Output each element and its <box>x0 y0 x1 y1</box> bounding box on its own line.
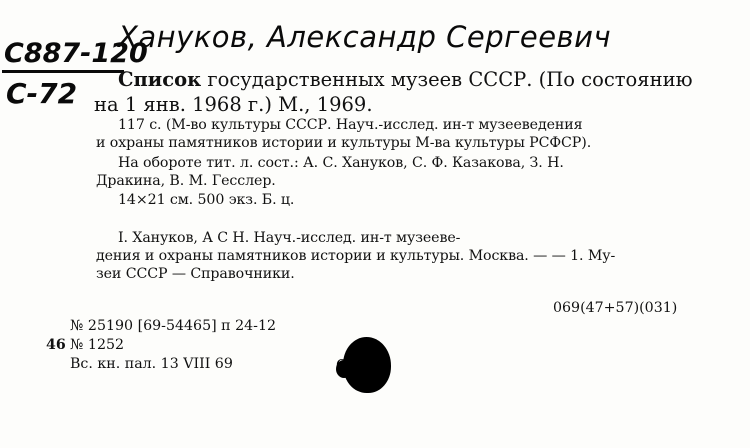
shelf-mark-2: С-72 <box>6 77 78 110</box>
title-line-1 <box>118 68 693 91</box>
handwritten-author-heading: Хануков, Александр Сергеевич <box>118 20 612 54</box>
registry-line-2: № 1252 <box>70 337 125 353</box>
registry-line-1: № 25190 [69-54465] п 24-12 <box>70 318 277 334</box>
registry-line-3: Вс. кн. пал. 13 VIII 69 <box>70 356 233 372</box>
shelf-mark-1: С887-120 <box>4 38 148 69</box>
description-line: и охраны памятников истории и культуры М-ва культуры РСФСР). <box>96 135 592 151</box>
ink-blot-edge <box>336 360 352 378</box>
shelf-mark-underline <box>2 70 124 73</box>
subject-line: дения и охраны памятников истории и культуры. Москва. — — 1. Му- <box>96 248 616 264</box>
description-line: 117 с. (М-во культуры СССР. Науч.-исслед. ин-т музееведения <box>118 117 583 133</box>
card-page-number: 46 <box>46 337 66 353</box>
subject-line: I. Хануков, А С Н. Науч.-исслед. ин-т музееве- <box>118 230 461 246</box>
subject-line: зеи СССР — Справочники. <box>96 266 295 282</box>
description-line: На обороте тит. л. сост.: А. С. Хануков, С. Ф. Казакова, З. Н. <box>118 155 564 171</box>
description-line: 14×21 см. 500 экз. Б. ц. <box>118 192 295 208</box>
title-bold: Список <box>118 68 202 91</box>
title-rest: государственных музеев СССР. (По состоянию <box>201 68 693 91</box>
description-line: Дракина, В. М. Гесслер. <box>96 173 276 189</box>
udc-classification: 069(47+57)(031) <box>553 300 678 316</box>
title-line-2: на 1 янв. 1968 г.) М., 1969. <box>94 93 373 116</box>
